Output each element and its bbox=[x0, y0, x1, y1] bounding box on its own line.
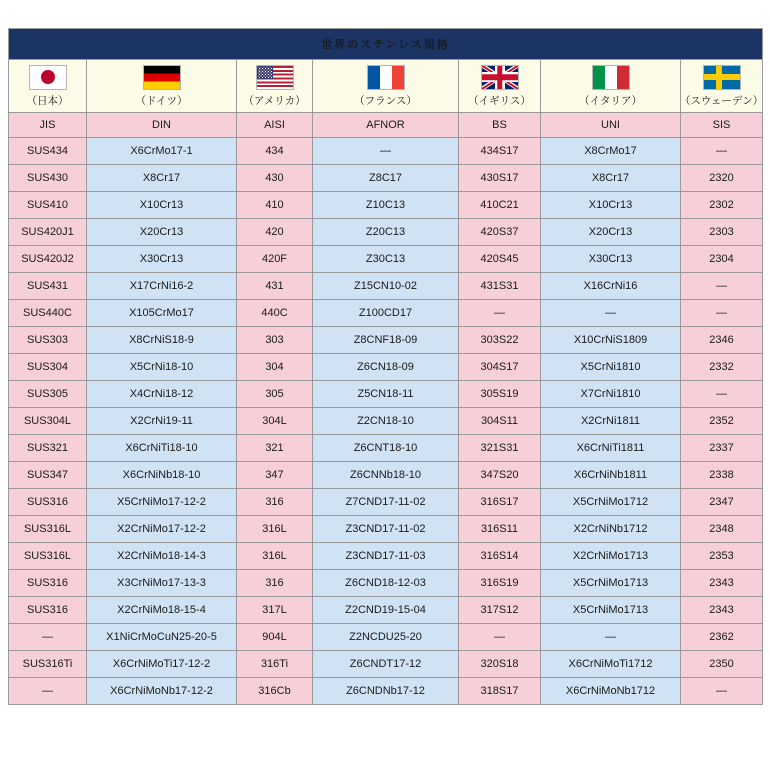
cell-afnor: Z2NCDU25-20 bbox=[313, 624, 459, 651]
cell-afnor: Z7CND17-11-02 bbox=[313, 489, 459, 516]
table-row bbox=[9, 678, 763, 705]
cell-aisi: 434 bbox=[237, 138, 313, 165]
cell-jis: SUS303 bbox=[9, 327, 87, 354]
cell-uni: X10CrNiS1809 bbox=[541, 327, 681, 354]
cell-sis: 2346 bbox=[681, 327, 763, 354]
cell-aisi: 317L bbox=[237, 597, 313, 624]
cell-jis: SUS321 bbox=[9, 435, 87, 462]
cell-bs: 304S17 bbox=[459, 354, 541, 381]
cell-afnor: Z100CD17 bbox=[313, 300, 459, 327]
cell-aisi: 420 bbox=[237, 219, 313, 246]
cell-bs: 430S17 bbox=[459, 165, 541, 192]
country-label-sis: （スウェーデン） bbox=[679, 94, 764, 107]
cell-bs: 316S19 bbox=[459, 570, 541, 597]
table-row bbox=[9, 192, 763, 219]
table-row bbox=[9, 273, 763, 300]
world-stainless-standards-table bbox=[8, 28, 763, 705]
column-header-bs bbox=[459, 60, 541, 113]
page-title: 世界のステンレス規格 bbox=[9, 29, 763, 60]
cell-aisi: 410 bbox=[237, 192, 313, 219]
org-label-bs: BS bbox=[459, 113, 541, 138]
cell-bs: 320S18 bbox=[459, 651, 541, 678]
table-row bbox=[9, 165, 763, 192]
cell-sis: — bbox=[681, 381, 763, 408]
cell-jis: SUS304 bbox=[9, 354, 87, 381]
cell-bs: 316S14 bbox=[459, 543, 541, 570]
cell-afnor: — bbox=[313, 138, 459, 165]
table-row bbox=[9, 381, 763, 408]
cell-aisi: 420F bbox=[237, 246, 313, 273]
cell-jis: SUS440C bbox=[9, 300, 87, 327]
cell-uni: — bbox=[541, 300, 681, 327]
cell-jis: SUS316L bbox=[9, 516, 87, 543]
cell-jis: SUS430 bbox=[9, 165, 87, 192]
cell-jis: SUS431 bbox=[9, 273, 87, 300]
cell-aisi: 904L bbox=[237, 624, 313, 651]
cell-bs: 316S17 bbox=[459, 489, 541, 516]
cell-sis: — bbox=[681, 273, 763, 300]
cell-aisi: 347 bbox=[237, 462, 313, 489]
column-header-sis bbox=[681, 60, 763, 113]
org-label-jis: JIS bbox=[9, 113, 87, 138]
table-row bbox=[9, 624, 763, 651]
column-header-afnor bbox=[313, 60, 459, 113]
cell-sis: 2337 bbox=[681, 435, 763, 462]
table-body bbox=[9, 138, 763, 705]
cell-uni: X6CrNiNb1811 bbox=[541, 462, 681, 489]
table-row bbox=[9, 354, 763, 381]
cell-din: X6CrNiTi18-10 bbox=[87, 435, 237, 462]
cell-afnor: Z6CNDNb17-12 bbox=[313, 678, 459, 705]
cell-din: X2CrNi19-11 bbox=[87, 408, 237, 435]
cell-uni: X5CrNi1810 bbox=[541, 354, 681, 381]
column-header-uni bbox=[541, 60, 681, 113]
cell-afnor: Z6CND18-12-03 bbox=[313, 570, 459, 597]
cell-uni: X30Cr13 bbox=[541, 246, 681, 273]
table-row bbox=[9, 219, 763, 246]
country-label-aisi: （アメリカ） bbox=[243, 94, 306, 107]
table-row bbox=[9, 300, 763, 327]
org-label-sis: SIS bbox=[681, 113, 763, 138]
cell-din: X4CrNi18-12 bbox=[87, 381, 237, 408]
cell-bs: 431S31 bbox=[459, 273, 541, 300]
cell-afnor: Z6CNT18-10 bbox=[313, 435, 459, 462]
cell-bs: 305S19 bbox=[459, 381, 541, 408]
cell-sis: 2332 bbox=[681, 354, 763, 381]
cell-afnor: Z2CND19-15-04 bbox=[313, 597, 459, 624]
cell-jis: SUS347 bbox=[9, 462, 87, 489]
cell-bs: 410C21 bbox=[459, 192, 541, 219]
cell-jis: SUS434 bbox=[9, 138, 87, 165]
cell-jis: SUS316 bbox=[9, 597, 87, 624]
table-row bbox=[9, 408, 763, 435]
org-label-din: DIN bbox=[87, 113, 237, 138]
cell-din: X8Cr17 bbox=[87, 165, 237, 192]
flag-uk-icon bbox=[481, 65, 519, 90]
flag-italy-icon bbox=[592, 65, 630, 90]
cell-din: X2CrNiMo17-12-2 bbox=[87, 516, 237, 543]
cell-sis: 2343 bbox=[681, 597, 763, 624]
flag-header-row bbox=[9, 60, 763, 113]
cell-din: X1NiCrMoCuN25-20-5 bbox=[87, 624, 237, 651]
cell-din: X6CrNiMoNb17-12-2 bbox=[87, 678, 237, 705]
cell-jis: SUS410 bbox=[9, 192, 87, 219]
cell-bs: 317S12 bbox=[459, 597, 541, 624]
table-row bbox=[9, 435, 763, 462]
column-header-din bbox=[87, 60, 237, 113]
column-header-jis bbox=[9, 60, 87, 113]
cell-din: X2CrNiMo18-15-4 bbox=[87, 597, 237, 624]
organization-header-row bbox=[9, 113, 763, 138]
cell-din: X5CrNi18-10 bbox=[87, 354, 237, 381]
cell-aisi: 316Cb bbox=[237, 678, 313, 705]
cell-aisi: 316 bbox=[237, 570, 313, 597]
cell-bs: 304S11 bbox=[459, 408, 541, 435]
cell-bs: 347S20 bbox=[459, 462, 541, 489]
cell-bs: — bbox=[459, 624, 541, 651]
cell-din: X20Cr13 bbox=[87, 219, 237, 246]
cell-sis: 2362 bbox=[681, 624, 763, 651]
table-row bbox=[9, 597, 763, 624]
cell-din: X10Cr13 bbox=[87, 192, 237, 219]
cell-afnor: Z15CN10-02 bbox=[313, 273, 459, 300]
cell-aisi: 321 bbox=[237, 435, 313, 462]
cell-aisi: 305 bbox=[237, 381, 313, 408]
cell-jis: SUS305 bbox=[9, 381, 87, 408]
country-label-uni: （イタリア） bbox=[579, 94, 642, 107]
table-row bbox=[9, 651, 763, 678]
cell-sis: 2302 bbox=[681, 192, 763, 219]
cell-sis: 2338 bbox=[681, 462, 763, 489]
flag-sweden-icon bbox=[703, 65, 741, 90]
cell-afnor: Z20C13 bbox=[313, 219, 459, 246]
cell-bs: 303S22 bbox=[459, 327, 541, 354]
flag-germany-icon bbox=[143, 65, 181, 90]
cell-afnor: Z5CN18-11 bbox=[313, 381, 459, 408]
cell-aisi: 316 bbox=[237, 489, 313, 516]
cell-jis: SUS316Ti bbox=[9, 651, 87, 678]
cell-uni: X8CrMo17 bbox=[541, 138, 681, 165]
cell-sis: — bbox=[681, 138, 763, 165]
cell-uni: X6CrNiTi1811 bbox=[541, 435, 681, 462]
cell-aisi: 316L bbox=[237, 543, 313, 570]
cell-uni: X10Cr13 bbox=[541, 192, 681, 219]
cell-bs: 321S31 bbox=[459, 435, 541, 462]
country-label-bs: （イギリス） bbox=[468, 94, 531, 107]
country-label-din: （ドイツ） bbox=[135, 94, 188, 107]
cell-uni: X2CrNi1811 bbox=[541, 408, 681, 435]
flag-japan-icon bbox=[29, 65, 67, 90]
cell-afnor: Z3CND17-11-03 bbox=[313, 543, 459, 570]
cell-uni: X5CrNiMo1712 bbox=[541, 489, 681, 516]
table-row bbox=[9, 489, 763, 516]
cell-uni: X5CrNiMo1713 bbox=[541, 570, 681, 597]
cell-bs: 318S17 bbox=[459, 678, 541, 705]
cell-aisi: 430 bbox=[237, 165, 313, 192]
org-label-aisi: AISI bbox=[237, 113, 313, 138]
table-row bbox=[9, 246, 763, 273]
cell-jis: SUS420J2 bbox=[9, 246, 87, 273]
table-row bbox=[9, 138, 763, 165]
cell-jis: — bbox=[9, 678, 87, 705]
cell-sis: 2320 bbox=[681, 165, 763, 192]
country-label-jis: （日本） bbox=[26, 94, 69, 107]
cell-uni: — bbox=[541, 624, 681, 651]
cell-din: X105CrMo17 bbox=[87, 300, 237, 327]
cell-jis: SUS316 bbox=[9, 489, 87, 516]
cell-jis: — bbox=[9, 624, 87, 651]
cell-uni: X8Cr17 bbox=[541, 165, 681, 192]
cell-din: X6CrMo17-1 bbox=[87, 138, 237, 165]
cell-uni: X7CrNi1810 bbox=[541, 381, 681, 408]
table-title-row bbox=[9, 29, 763, 60]
cell-sis: 2304 bbox=[681, 246, 763, 273]
cell-afnor: Z3CND17-11-02 bbox=[313, 516, 459, 543]
cell-sis: 2352 bbox=[681, 408, 763, 435]
cell-din: X2CrNiMo18-14-3 bbox=[87, 543, 237, 570]
cell-sis: 2303 bbox=[681, 219, 763, 246]
cell-din: X5CrNiMo17-12-2 bbox=[87, 489, 237, 516]
cell-aisi: 304 bbox=[237, 354, 313, 381]
cell-jis: SUS316 bbox=[9, 570, 87, 597]
cell-aisi: 431 bbox=[237, 273, 313, 300]
country-label-afnor: （フランス） bbox=[354, 94, 417, 107]
cell-jis: SUS304L bbox=[9, 408, 87, 435]
cell-uni: X16CrNi16 bbox=[541, 273, 681, 300]
cell-uni: X6CrNiMoNb1712 bbox=[541, 678, 681, 705]
org-label-uni: UNI bbox=[541, 113, 681, 138]
flag-france-icon bbox=[367, 65, 405, 90]
column-header-aisi bbox=[237, 60, 313, 113]
cell-afnor: Z30C13 bbox=[313, 246, 459, 273]
cell-afnor: Z8CNF18-09 bbox=[313, 327, 459, 354]
cell-din: X8CrNiS18-9 bbox=[87, 327, 237, 354]
table-row bbox=[9, 543, 763, 570]
cell-afnor: Z8C17 bbox=[313, 165, 459, 192]
cell-afnor: Z2CN18-10 bbox=[313, 408, 459, 435]
cell-bs: — bbox=[459, 300, 541, 327]
table-row bbox=[9, 462, 763, 489]
cell-aisi: 440C bbox=[237, 300, 313, 327]
cell-din: X6CrNiNb18-10 bbox=[87, 462, 237, 489]
cell-aisi: 304L bbox=[237, 408, 313, 435]
cell-uni: X2CrNiNb1712 bbox=[541, 516, 681, 543]
cell-afnor: Z6CNDT17-12 bbox=[313, 651, 459, 678]
cell-sis: — bbox=[681, 300, 763, 327]
flag-usa-icon bbox=[256, 65, 294, 90]
cell-aisi: 316L bbox=[237, 516, 313, 543]
cell-din: X3CrNiMo17-13-3 bbox=[87, 570, 237, 597]
cell-bs: 420S45 bbox=[459, 246, 541, 273]
cell-jis: SUS420J1 bbox=[9, 219, 87, 246]
cell-bs: 316S11 bbox=[459, 516, 541, 543]
cell-uni: X2CrNiMo1713 bbox=[541, 543, 681, 570]
cell-sis: 2347 bbox=[681, 489, 763, 516]
table-row bbox=[9, 516, 763, 543]
cell-bs: 420S37 bbox=[459, 219, 541, 246]
cell-afnor: Z6CN18-09 bbox=[313, 354, 459, 381]
org-label-afnor: AFNOR bbox=[313, 113, 459, 138]
cell-sis: 2350 bbox=[681, 651, 763, 678]
cell-uni: X20Cr13 bbox=[541, 219, 681, 246]
cell-uni: X6CrNiMoTi1712 bbox=[541, 651, 681, 678]
cell-aisi: 316Ti bbox=[237, 651, 313, 678]
cell-jis: SUS316L bbox=[9, 543, 87, 570]
cell-din: X6CrNiMoTi17-12-2 bbox=[87, 651, 237, 678]
cell-aisi: 303 bbox=[237, 327, 313, 354]
table-row bbox=[9, 327, 763, 354]
cell-bs: 434S17 bbox=[459, 138, 541, 165]
cell-uni: X5CrNiMo1713 bbox=[541, 597, 681, 624]
table-row bbox=[9, 570, 763, 597]
cell-sis: 2353 bbox=[681, 543, 763, 570]
cell-din: X17CrNi16-2 bbox=[87, 273, 237, 300]
cell-din: X30Cr13 bbox=[87, 246, 237, 273]
cell-afnor: Z10C13 bbox=[313, 192, 459, 219]
cell-afnor: Z6CNNb18-10 bbox=[313, 462, 459, 489]
cell-sis: — bbox=[681, 678, 763, 705]
cell-sis: 2348 bbox=[681, 516, 763, 543]
cell-sis: 2343 bbox=[681, 570, 763, 597]
